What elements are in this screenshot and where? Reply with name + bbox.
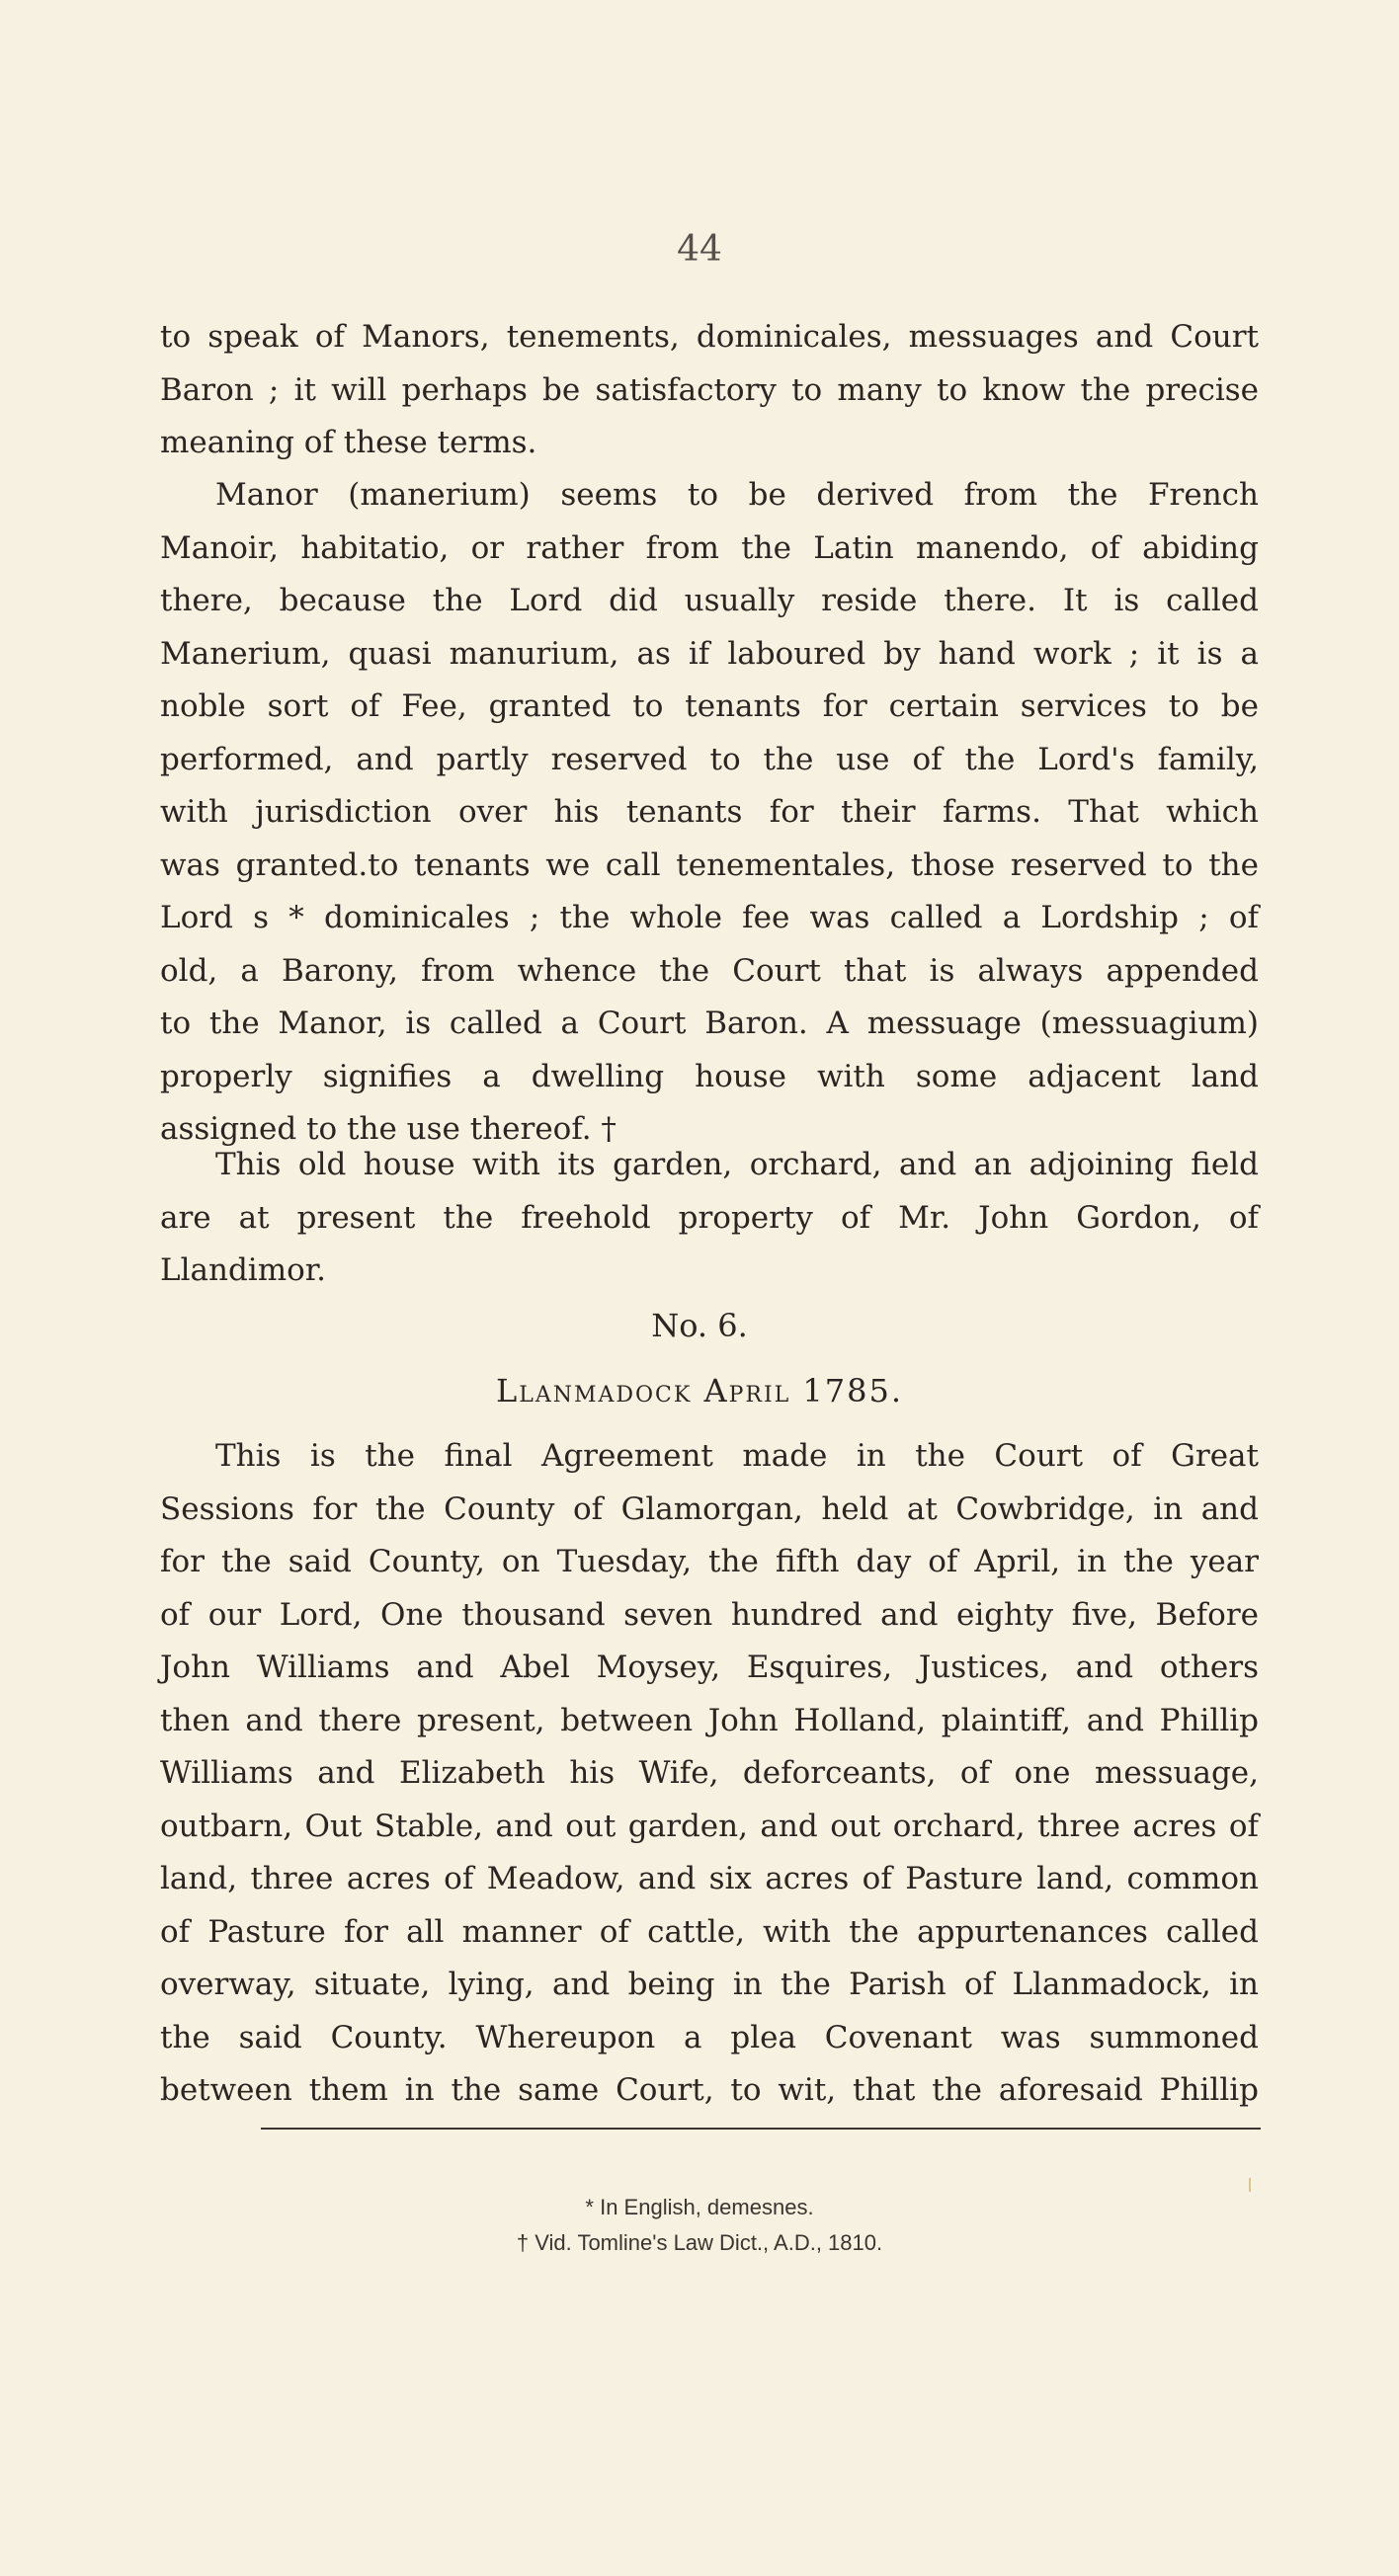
page-number: 44	[677, 229, 722, 270]
text-line: Manor (manerium) seems to be derived from the French	[215, 477, 1259, 513]
paragraph-3	[160, 1139, 1259, 1298]
text-line: noble sort of Fee, granted to tenants for certain services to be	[160, 688, 1259, 724]
text-line: Manoir, habitatio, or rather from the Latin manendo, of abiding	[160, 529, 1259, 566]
text-line: to the Manor, is called a Court Baron. A messuage (messuagium)	[160, 1006, 1259, 1041]
section-title: Llanmadock April 1785.	[495, 1372, 904, 1409]
text-line: assigned to the use thereof. †	[160, 1111, 617, 1147]
margin-mark	[1249, 2178, 1251, 2192]
text-line: Llandimor.	[160, 1252, 327, 1288]
text-line: overway, situate, lying, and being in the Parish of Llanmadock, in	[160, 1967, 1259, 2002]
text-line: old, a Barony, from whence the Court that is always appended	[160, 952, 1259, 989]
text-line: there, because the Lord did usually reside there. It is called	[160, 583, 1259, 618]
text-line: Baron ; it will perhaps be satisfactory to many to know the precise	[160, 371, 1259, 408]
footnotes	[0, 2190, 1399, 2261]
text-line: John Williams and Abel Moysey, Esquires, Justices, and others	[160, 1650, 1259, 1685]
text-line: Lord s * dominicales ; the whole fee was called a Lordship ; of	[160, 900, 1259, 935]
text-line: of our Lord, One thousand seven hundred and eighty five, Before	[160, 1596, 1259, 1633]
text-line: Williams and Elizabeth his Wife, deforceants, of one messuage,	[160, 1755, 1259, 1791]
text-line: for the said County, on Tuesday, the fifth day of April, in the year	[160, 1544, 1259, 1579]
text-line: This is the final Agreement made in the Court of Great	[215, 1438, 1259, 1474]
text-line: land, three acres of Meadow, and six acres of Pasture land, common	[160, 1861, 1259, 1896]
text-line: are at present the freehold property of Mr. John Gordon, of	[160, 1199, 1259, 1236]
text-line: meaning of these terms.	[160, 425, 537, 460]
text-line: the said County. Whereupon a plea Covenant was summoned	[160, 2019, 1259, 2055]
footnote-rule	[261, 2128, 1261, 2130]
paragraph-4	[160, 1430, 1259, 2118]
text-line: performed, and partly reserved to the use of the Lord's family,	[160, 741, 1259, 777]
footnote-1: * In English, demesnes.	[585, 2195, 814, 2219]
text-line: with jurisdiction over his tenants for their farms. That which	[160, 794, 1259, 830]
paragraph-1	[160, 311, 1259, 470]
text-line: outbarn, Out Stable, and out garden, and out orchard, three acres of	[160, 1808, 1259, 1844]
text-line: Sessions for the County of Glamorgan, held at Cowbridge, in and	[160, 1490, 1259, 1527]
text-line: was granted.to tenants we call tenementales, those reserved to the	[160, 846, 1259, 883]
text-line: to speak of Manors, tenements, dominicales, messuages and Court	[160, 319, 1259, 355]
text-line: This old house with its garden, orchard, and an adjoining field	[215, 1147, 1259, 1182]
footnote-2: † Vid. Tomline's Law Dict., A.D., 1810.	[516, 2230, 883, 2255]
section-number: No. 6.	[651, 1307, 748, 1344]
text-line: Manerium, quasi manurium, as if laboured by hand work ; it is a	[160, 635, 1259, 672]
paragraph-2	[160, 469, 1259, 1157]
text-line: properly signifies a dwelling house with some adjacent land	[160, 1058, 1259, 1094]
text-line: of Pasture for all manner of cattle, with the appurtenances called	[160, 1913, 1259, 1950]
text-line: then and there present, between John Holland, plaintiff, and Phillip	[160, 1702, 1259, 1738]
text-line: between them in the same Court, to wit, that the aforesaid Phillip	[160, 2072, 1259, 2108]
